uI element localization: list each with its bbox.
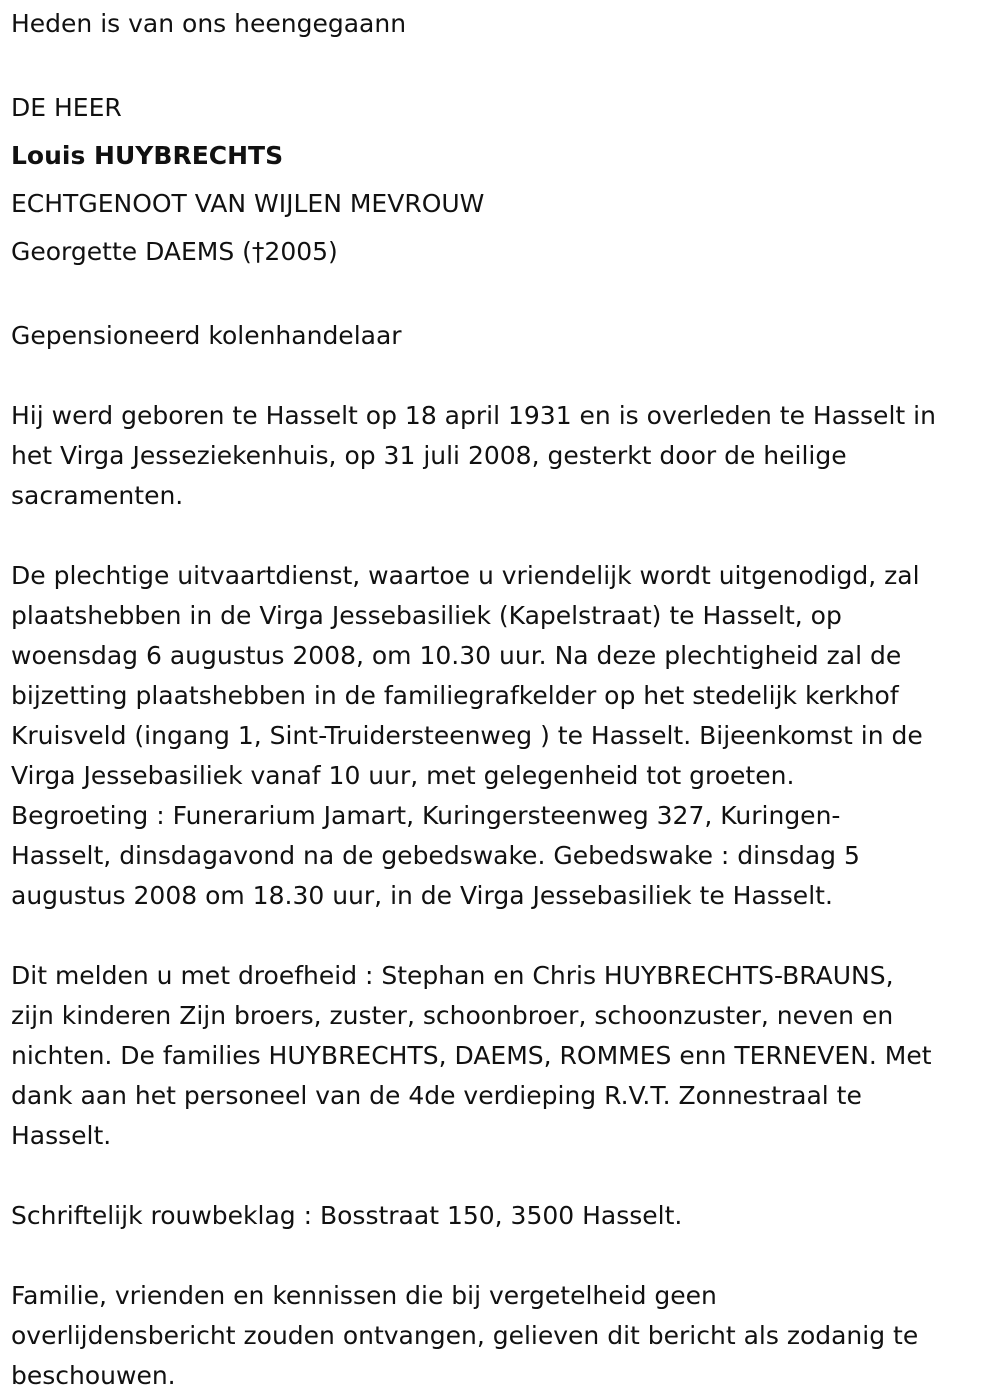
paragraph-line: Virga Jessebasiliek vanaf 10 uur, met gelegenheid tot groeten. <box>11 761 795 790</box>
spouse-line: ECHTGENOOT VAN WIJLEN MEVROUW <box>11 189 485 218</box>
paragraph-line: bijzetting plaatshebben in de familiegrafkelder op het stedelijk kerkhof <box>11 681 899 710</box>
paragraph-line: dank aan het personeel van de 4de verdieping R.V.T. Zonnestraal te <box>11 1081 862 1110</box>
spouse-name: Georgette DAEMS (†2005) <box>11 237 338 266</box>
paragraph-line: Familie, vrienden en kennissen die bij vergetelheid geen <box>11 1281 717 1310</box>
paragraph-line: woensdag 6 augustus 2008, om 10.30 uur. Na deze plechtigheid zal de <box>11 641 902 670</box>
announcement-paragraph <box>11 956 990 1156</box>
deceased-header <box>11 84 990 276</box>
paragraph-line: Hij werd geboren te Hasselt op 18 april 1931 en is overleden te Hasselt in <box>11 401 936 430</box>
paragraph-line: overlijdensbericht zouden ontvangen, gelieven dit bericht als zodanig te <box>11 1321 919 1350</box>
birth-death-paragraph <box>11 396 990 516</box>
paragraph-line: het Virga Jesseziekenhuis, op 31 juli 2008, gesterkt door de heilige <box>11 441 847 470</box>
paragraph-line: Hasselt. <box>11 1121 112 1150</box>
paragraph-line: Dit melden u met droefheid : Stephan en Chris HUYBRECHTS-BRAUNS, <box>11 961 894 990</box>
condolence-address: Schriftelijk rouwbeklag : Bosstraat 150, 3500 Hasselt. <box>11 1201 683 1230</box>
title-prefix: DE HEER <box>11 93 122 122</box>
paragraph-line: De plechtige uitvaartdienst, waartoe u vriendelijk wordt uitgenodigd, zal <box>11 561 920 590</box>
paragraph-line: sacramenten. <box>11 481 184 510</box>
paragraph-line: Hasselt, dinsdagavond na de gebedswake. Gebedswake : dinsdag 5 <box>11 841 860 870</box>
intro-line: Heden is van ons heengegaann <box>11 9 407 38</box>
occupation: Gepensioneerd kolenhandelaar <box>11 321 402 350</box>
paragraph-line: Kruisveld (ingang 1, Sint-Truidersteenweg ) te Hasselt. Bijeenkomst in de <box>11 721 923 750</box>
paragraph-line: Begroeting : Funerarium Jamart, Kuringersteenweg 327, Kuringen- <box>11 801 841 830</box>
deceased-name: Louis HUYBRECHTS <box>11 141 284 170</box>
paragraph-line: plaatshebben in de Virga Jessebasiliek (Kapelstraat) te Hasselt, op <box>11 601 842 630</box>
paragraph-line: augustus 2008 om 18.30 uur, in de Virga Jessebasiliek te Hasselt. <box>11 881 833 910</box>
paragraph-line: nichten. De families HUYBRECHTS, DAEMS, ROMMES enn TERNEVEN. Met <box>11 1041 932 1070</box>
paragraph-line: beschouwen. <box>11 1361 176 1390</box>
paragraph-line: zijn kinderen Zijn broers, zuster, schoonbroer, schoonzuster, neven en <box>11 1001 894 1030</box>
service-paragraph <box>11 556 990 916</box>
closing-paragraph <box>11 1276 990 1396</box>
